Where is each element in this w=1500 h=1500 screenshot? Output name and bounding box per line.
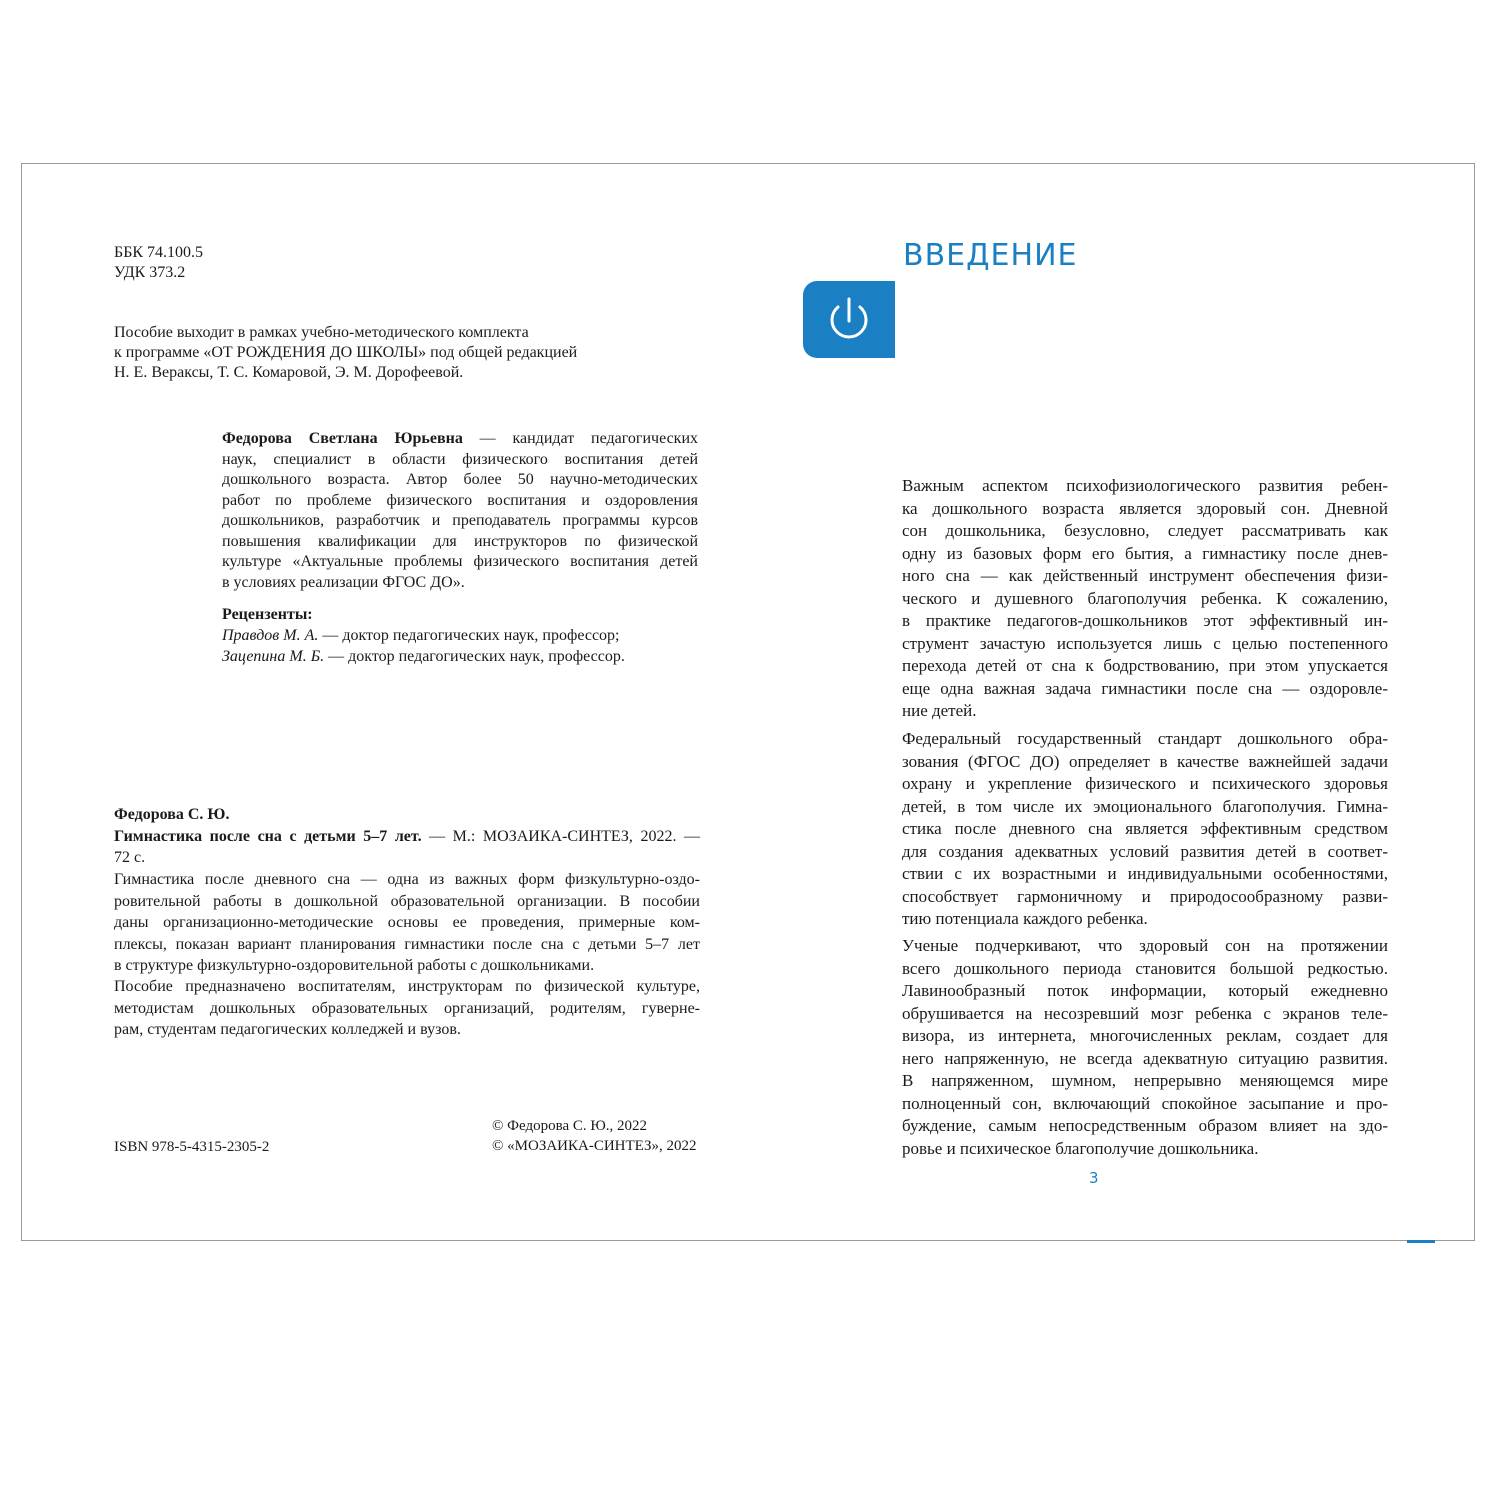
copyright-line: © «МОЗАИКА-СИНТЕЗ», 2022 xyxy=(492,1138,697,1154)
intro-line: перехода детей от сна к бодрствованию, при этом упускается xyxy=(902,656,1388,675)
intro-line: ствии с их возрастными и индивидуальными особенностями, xyxy=(902,864,1388,883)
author-bio-line: наук, специалист в области физического воспитания детей xyxy=(222,450,698,468)
intro-line: всего дошкольного периода становится большой редкостью. xyxy=(902,958,1388,978)
intro-line: обрушивается на несозревший мозг ребенка с экранов теле- xyxy=(902,1003,1388,1023)
reviewer-item xyxy=(222,646,625,667)
copyright-block xyxy=(492,1116,697,1156)
bibliographic-record xyxy=(114,804,700,869)
series-note-line: к программе «ОТ РОЖДЕНИЯ ДО ШКОЛЫ» под общей редакцией xyxy=(114,344,578,361)
intro-line: одну из базовых форм его бытия, а гимнастику после днев- xyxy=(902,543,1388,563)
intro-line: буждение, самым непосредственным образом влияет на здо- xyxy=(902,1116,1388,1135)
intro-line: сон дошкольника, безусловно, следует рассматривать как xyxy=(902,521,1388,540)
intro-paragraph-3 xyxy=(902,935,1388,1160)
corner-accent-mark xyxy=(1407,1240,1435,1243)
biblio-title: Гимнастика после сна с детьми 5–7 лет. xyxy=(114,827,422,845)
author-bio-line: культуре «Актуальные проблемы физического воспитания детей xyxy=(222,553,698,570)
reviewers-title: Рецензенты: xyxy=(222,606,313,623)
author-bio-line: дошкольного возраста. Автор более 50 научно-методических xyxy=(222,471,698,488)
reviewer-item xyxy=(222,625,625,646)
intro-line: полноценный сон, включающий спокойное засыпание и про- xyxy=(902,1093,1388,1113)
biblio-publisher: — М.: МОЗАИКА-СИНТЕЗ, 2022. — xyxy=(421,827,701,845)
reviewers-block xyxy=(222,604,625,667)
abstract-line: плексы, показан вариант планирования гимнастики после сна с детьми 5–7 лет xyxy=(114,935,700,953)
intro-line: ческого и душевного благополучия ребенка. К сожалению, xyxy=(902,588,1388,608)
intro-line: детей, в том числе их эмоционального благополучия. Гимна- xyxy=(902,796,1388,816)
author-name: Федорова Светлана Юрьевна xyxy=(222,430,463,447)
copyright-line: © Федорова С. Ю., 2022 xyxy=(492,1118,648,1134)
intro-line: тию потенциала каждого ребенка. xyxy=(902,909,1148,928)
bbk-code: ББК 74.100.5 xyxy=(114,244,204,261)
biblio-author: Федорова С. Ю. xyxy=(114,806,230,823)
reviewer-name: Зацепина М. Б. xyxy=(222,648,325,665)
intro-line: для создания адекватных условий развития детей в соответ- xyxy=(902,841,1388,861)
intro-line: стика после дневного сна является эффективным средством xyxy=(902,819,1388,838)
intro-line: визора, из интернета, многочисленных реклам, создает для xyxy=(902,1026,1388,1045)
author-bio-line: дошкольников, разработчик и преподаватель программы курсов xyxy=(222,512,698,529)
abstract-line: рам, студентам педагогических колледжей и вузов. xyxy=(114,1021,461,1038)
intro-line: ние детей. xyxy=(902,701,977,720)
classification-block xyxy=(114,243,203,283)
intro-line: Ученые подчеркивают, что здоровый сон на протяжении xyxy=(902,936,1388,955)
abstract-line: методистам дошкольных образовательных организаций, родителям, гуверне- xyxy=(114,999,700,1017)
reviewer-desc: — доктор педагогических наук, профессор. xyxy=(324,648,625,665)
author-bio-line: повышения квалификации для инструкторов по физической xyxy=(222,532,698,550)
intro-line: зования (ФГОС ДО) определяет в качестве важнейшей задачи xyxy=(902,751,1388,771)
intro-line: Важным аспектом психофизиологического развития ребен- xyxy=(902,476,1388,495)
reviewer-name: Правдов М. А. xyxy=(222,627,319,644)
series-note-line: Пособие выходит в рамках учебно-методического комплекта xyxy=(114,324,529,341)
abstract-line: ровительной работы в дошкольной образовательной организации. В пособии xyxy=(114,892,700,910)
intro-paragraph-1 xyxy=(902,475,1388,723)
reviewer-desc: — доктор педагогических наук, профессор; xyxy=(318,627,620,644)
author-bio-line: — кандидат педагогических xyxy=(462,430,699,447)
spine-gap xyxy=(706,1072,712,1080)
series-note-line: Н. Е. Вераксы, Т. С. Комаровой, Э. М. Дорофеевой. xyxy=(114,364,464,381)
abstract-paragraph-1 xyxy=(114,869,700,977)
power-icon xyxy=(803,345,895,362)
author-bio-line: в условиях реализации ФГОС ДО». xyxy=(222,573,465,591)
intro-line: способствует гармоничному и природосообразному разви- xyxy=(902,886,1388,906)
abstract-paragraph-2 xyxy=(114,976,700,1041)
page-number: 3 xyxy=(1089,1169,1099,1187)
intro-line: струмент зачастую используется лишь с целью постепенного xyxy=(902,633,1388,653)
intro-line: еще одна важная задача гимнастики после сна — оздоровле- xyxy=(902,678,1388,698)
abstract-line: даны организационно-методические основы ее проведения, примерные ком- xyxy=(114,914,700,931)
intro-line: ка дошкольного возраста является здоровый сон. Дневной xyxy=(902,498,1388,518)
chapter-heading: ВВЕДЕНИЕ xyxy=(903,238,1078,273)
intro-paragraph-2 xyxy=(902,728,1388,931)
author-bio-line: работ по проблеме физического воспитания и оздоровления xyxy=(222,491,698,509)
chapter-icon-box xyxy=(803,281,895,358)
biblio-pages: 72 с. xyxy=(114,849,146,866)
intro-line: Лавинообразный поток информации, который ежедневно xyxy=(902,981,1388,1000)
isbn: ISBN 978-5-4315-2305-2 xyxy=(114,1139,270,1155)
abstract-line: Пособие предназначено воспитателям, инструкторам по физической культуре, xyxy=(114,978,700,995)
abstract-line: Гимнастика после дневного сна — одна из важных форм физкультурно-оздо- xyxy=(114,871,700,888)
intro-line: в практике педагогов-дошкольников этот эффективный ин- xyxy=(902,611,1388,630)
intro-line: него напряженную, не всегда адекватную ситуацию развития. xyxy=(902,1048,1388,1068)
intro-line: Федеральный государственный стандарт дошкольного обра- xyxy=(902,729,1388,748)
intro-line: ровье и психическое благополучие дошкольника. xyxy=(902,1138,1259,1158)
series-note xyxy=(114,323,577,383)
abstract-line: в структуре физкультурно-оздоровительной работы с дошкольниками. xyxy=(114,957,595,974)
udk-code: УДК 373.2 xyxy=(114,264,186,281)
intro-line: В напряженном, шумном, непрерывно меняющемся мире xyxy=(902,1071,1388,1090)
intro-line: ного сна — как действенный инструмент обеспечения физи- xyxy=(902,566,1388,585)
author-bio xyxy=(222,429,698,593)
intro-line: охрану и укрепление физического и психического здоровья xyxy=(902,774,1388,793)
